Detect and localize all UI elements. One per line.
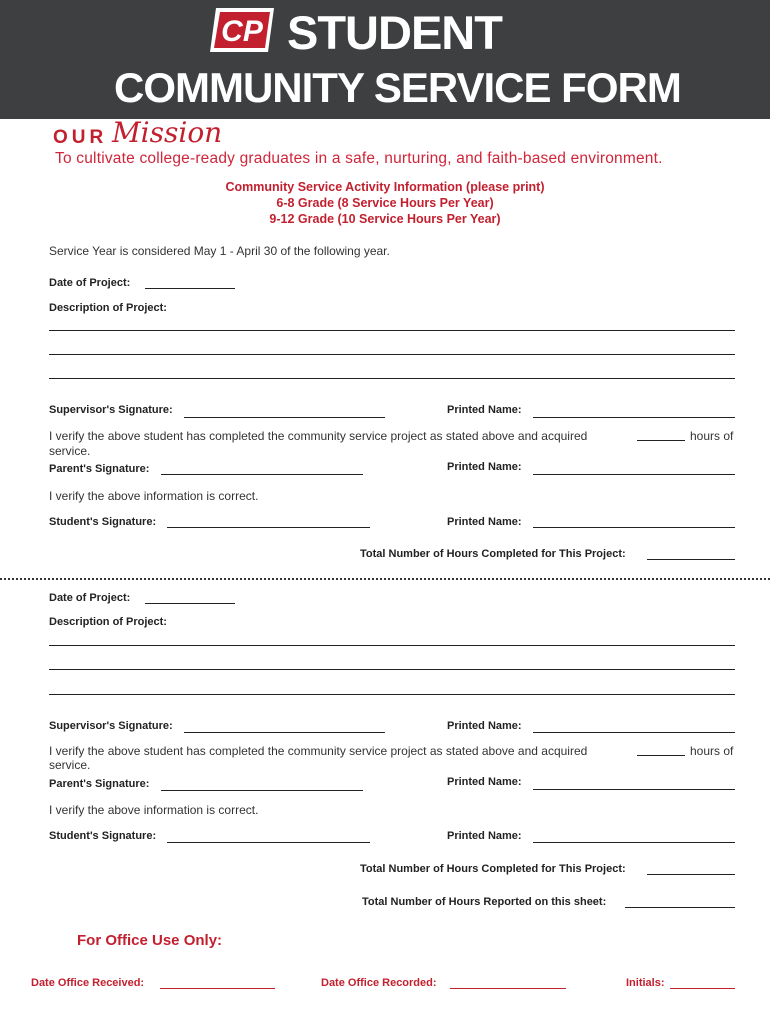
project1-parent-signature-field[interactable] <box>161 474 363 475</box>
section-divider <box>0 578 770 580</box>
office-date-received-label: Date Office Received: <box>31 977 145 989</box>
project2-supervisor-printed-name-label: Printed Name: <box>447 720 522 732</box>
project1-total-hours-field[interactable] <box>647 559 735 560</box>
project2-description-line1[interactable] <box>49 645 735 646</box>
project1-hours-acquired-field[interactable] <box>637 440 685 441</box>
project2-hours-acquired-field[interactable] <box>637 755 685 756</box>
project1-student-printed-name-label: Printed Name: <box>447 516 522 528</box>
logo-text: CP <box>221 15 263 48</box>
project2-service-word: service. <box>49 758 91 772</box>
project2-supervisor-label: Supervisor's Signature: <box>49 720 173 732</box>
project2-date-label: Date of Project: <box>49 592 131 604</box>
project2-total-hours-field[interactable] <box>647 874 735 875</box>
project1-parent-printed-name-field[interactable] <box>533 474 735 475</box>
office-date-received-field[interactable] <box>160 988 275 989</box>
grade-6-8-requirement: 6-8 Grade (8 Service Hours Per Year) <box>276 196 494 210</box>
project1-verify-student-text: I verify the above student has completed the community service project as stated above and acquired <box>49 429 588 443</box>
mission-script-word: Mission <box>112 116 223 149</box>
office-date-recorded-label: Date Office Recorded: <box>321 977 437 989</box>
grade-9-12-requirement: 9-12 Grade (10 Service Hours Per Year) <box>269 212 501 226</box>
mission-our: OUR <box>53 127 108 148</box>
project2-description-line2[interactable] <box>49 669 735 670</box>
project2-parent-label: Parent's Signature: <box>49 778 150 790</box>
school-logo-icon <box>208 4 278 56</box>
office-initials-field[interactable] <box>670 988 735 989</box>
project1-parent-label: Parent's Signature: <box>49 463 150 475</box>
service-year-note: Service Year is considered May 1 - April 30 of the following year. <box>49 244 390 258</box>
office-date-recorded-field[interactable] <box>450 988 566 989</box>
office-use-heading: For Office Use Only: <box>77 932 223 949</box>
form-title-line1: STUDENT <box>287 6 502 59</box>
project1-description-line1[interactable] <box>49 330 735 331</box>
project1-student-signature-field[interactable] <box>167 527 370 528</box>
sheet-total-hours-field[interactable] <box>625 907 735 908</box>
project1-service-word: service. <box>49 444 91 458</box>
form-title-line2: COMMUNITY SERVICE FORM <box>114 64 681 111</box>
activity-info-heading: Community Service Activity Information (please print) <box>225 180 545 194</box>
project2-student-printed-name-label: Printed Name: <box>447 830 522 842</box>
project1-student-label: Student's Signature: <box>49 516 157 528</box>
project1-description-line2[interactable] <box>49 354 735 355</box>
project2-parent-signature-field[interactable] <box>161 790 363 791</box>
project2-parent-printed-name-label: Printed Name: <box>447 776 522 788</box>
project2-parent-printed-name-field[interactable] <box>533 789 735 790</box>
project1-supervisor-printed-name-field[interactable] <box>533 417 735 418</box>
project1-total-hours-label: Total Number of Hours Completed for This Project: <box>360 548 626 560</box>
office-initials-label: Initials: <box>626 977 665 989</box>
project2-student-printed-name-field[interactable] <box>533 842 735 843</box>
project1-description-line3[interactable] <box>49 378 735 379</box>
project1-hours-of-text: hours of <box>690 429 734 443</box>
project2-student-label: Student's Signature: <box>49 830 157 842</box>
project1-date-label: Date of Project: <box>49 277 131 289</box>
project1-date-field[interactable] <box>145 288 235 289</box>
project2-verify-student-text: I verify the above student has completed the community service project as stated above and acquired <box>49 744 588 758</box>
project2-description-label: Description of Project: <box>49 616 167 628</box>
project2-supervisor-printed-name-field[interactable] <box>533 732 735 733</box>
mission-statement: To cultivate college-ready graduates in a safe, nurturing, and faith-based environment. <box>55 150 663 167</box>
sheet-total-hours-label: Total Number of Hours Reported on this sheet: <box>362 896 607 908</box>
project1-description-label: Description of Project: <box>49 302 167 314</box>
project1-parent-printed-name-label: Printed Name: <box>447 461 522 473</box>
project2-verify-info-text: I verify the above information is correct. <box>49 803 259 817</box>
project1-supervisor-printed-name-label: Printed Name: <box>447 404 522 416</box>
project2-hours-of-text: hours of <box>690 744 734 758</box>
project1-verify-info-text: I verify the above information is correct. <box>49 489 259 503</box>
project1-supervisor-label: Supervisor's Signature: <box>49 404 173 416</box>
project2-total-hours-label: Total Number of Hours Completed for This Project: <box>360 863 626 875</box>
project2-student-signature-field[interactable] <box>167 842 370 843</box>
project2-date-field[interactable] <box>145 603 235 604</box>
project1-supervisor-signature-field[interactable] <box>184 417 385 418</box>
project2-supervisor-signature-field[interactable] <box>184 732 385 733</box>
project1-student-printed-name-field[interactable] <box>533 527 735 528</box>
project2-description-line3[interactable] <box>49 694 735 695</box>
